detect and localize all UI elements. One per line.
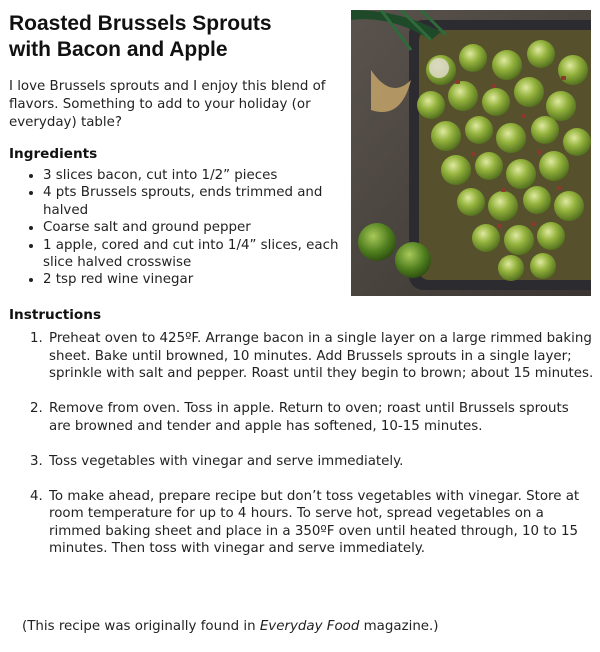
recipe-title-line1: Roasted Brussels Sprouts bbox=[9, 12, 272, 35]
source-magazine-name: Everyday Food bbox=[259, 619, 360, 634]
ingredients-heading: Ingredients bbox=[9, 146, 98, 162]
recipe-title-line2: with Bacon and Apple bbox=[9, 38, 228, 61]
instruction-step: 1. Preheat oven to 425ºF. Arrange bacon in a single layer on a large rimmed baking sheet. Bake until browned, 10 minutes. Add Brussels sprouts in a single layer; sprinkle with salt and pepper. Roast until they begin to brown; about 15 minutes. bbox=[47, 330, 594, 383]
instruction-step: 4. To make ahead, prepare recipe but don’t toss vegetables with vinegar. Store at room temperature for up to 4 hours. To serve hot, spread vegetables on a rimmed baking sheet and place in a 350ºF oven until heated through, 10 to 15 minutes. Then toss with vinegar and serve immediately. bbox=[47, 488, 594, 558]
ingredient-item: • 1 apple, cored and cut into 1/4” slices, each slice halved crosswise bbox=[43, 237, 344, 272]
ingredient-item: • 3 slices bacon, cut into 1/2” pieces bbox=[43, 167, 344, 184]
source-note-before: (This recipe was originally found in bbox=[22, 619, 260, 634]
instruction-step: 3. Toss vegetables with vinegar and serve immediately. bbox=[47, 453, 594, 471]
instruction-step: 2. Remove from oven. Toss in apple. Return to oven; roast until Brussels sprouts are browned and tender and apple has softened, 10-15 minutes. bbox=[47, 400, 594, 435]
ingredient-item: • 4 pts Brussels sprouts, ends trimmed and halved bbox=[43, 184, 344, 219]
recipe-intro: I love Brussels sprouts and I enjoy this blend of flavors. Something to add to your holiday (or everyday) table? bbox=[9, 79, 326, 130]
source-note bbox=[22, 618, 592, 636]
instructions-list bbox=[9, 330, 594, 575]
ingredient-item: • 2 tsp red wine vinegar bbox=[43, 271, 344, 288]
source-note-after: magazine.) bbox=[359, 619, 439, 634]
ingredients-list bbox=[9, 167, 344, 289]
ingredient-item: • Coarse salt and ground pepper bbox=[43, 219, 344, 236]
recipe-title bbox=[9, 11, 339, 63]
instructions-heading: Instructions bbox=[9, 307, 102, 323]
photo-illustration bbox=[351, 10, 591, 296]
brussels-sprouts-photo bbox=[351, 10, 591, 296]
